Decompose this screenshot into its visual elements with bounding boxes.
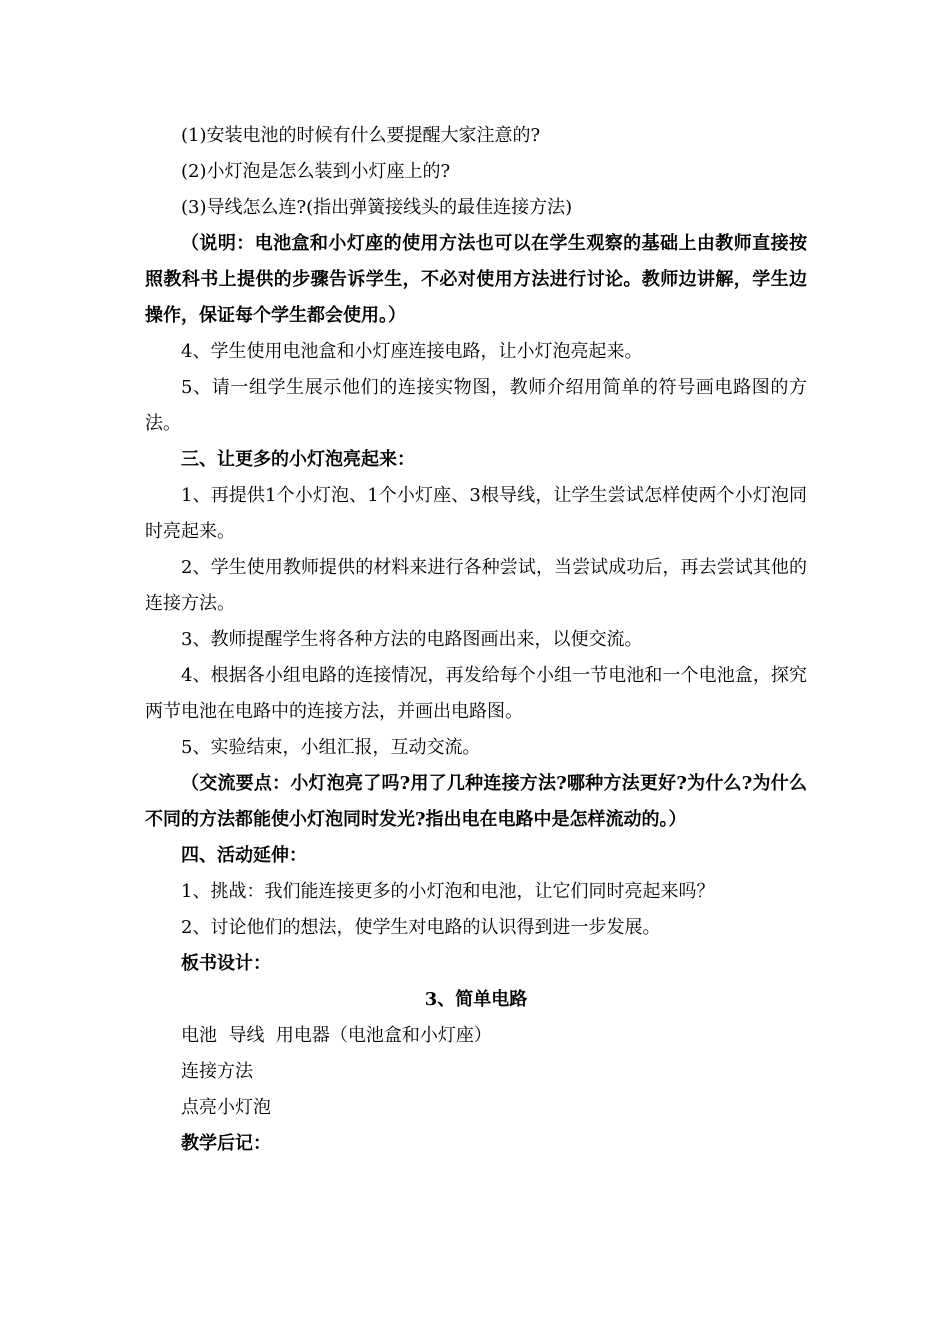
section-four-item-1: 1、挑战：我们能连接更多的小灯泡和电池，让它们同时亮起来吗？ <box>181 881 715 902</box>
section-three-item-4: 4、根据各小组电路的连接情况，再发给每个小组一节电池和一个电池盒，探究两节电池在电路中的连接方法，并画出电路图。 <box>145 665 807 722</box>
document-body <box>145 118 807 1162</box>
section-three-item-1: 1、再提供1个小灯泡、1个小灯座、3根导线，让学生尝试怎样使两个小灯泡同时亮起来。 <box>145 485 807 542</box>
section-four-item-2: 2、讨论他们的想法，使学生对电路的认识得到进一步发展。 <box>181 917 661 938</box>
question-bulb: (2)小灯泡是怎么装到小灯座上的? <box>181 161 451 182</box>
section-three-heading: 三、让更多的小灯泡亮起来： <box>181 449 415 470</box>
step-show-diagram: 5、请一组学生展示他们的连接实物图，教师介绍用简单的符号画电路图的方法。 <box>145 377 807 434</box>
question-battery: (1)安装电池的时候有什么要提醒大家注意的? <box>181 125 541 146</box>
section-four-heading: 四、活动延伸： <box>181 845 307 866</box>
question-wire: (3)导线怎么连?(指出弹簧接线头的最佳连接方法) <box>181 197 573 218</box>
section-three-item-5: 5、实验结束，小组汇报，互动交流。 <box>181 737 481 758</box>
section-three-item-2: 2、学生使用教师提供的材料来进行各种尝试，当尝试成功后，再去尝试其他的连接方法。 <box>145 557 807 614</box>
afterword-heading: 教学后记： <box>181 1133 271 1154</box>
note-usage: （说明：电池盒和小灯座的使用方法也可以在学生观察的基础上由教师直接按照教科书上提供的步骤告诉学生，不必对使用方法进行讨论。教师边讲解，学生边操作，保证每个学生都会使用。） <box>145 233 807 326</box>
board-line-light: 点亮小灯泡 <box>181 1097 271 1118</box>
board-title: 3、简单电路 <box>424 989 528 1010</box>
board-line-components: 电池 导线 用电器（电池盒和小灯座） <box>181 1025 492 1046</box>
board-design-heading: 板书设计： <box>181 953 271 974</box>
board-line-method: 连接方法 <box>181 1061 253 1082</box>
note-discussion: （交流要点：小灯泡亮了吗?用了几种连接方法?哪种方法更好?为什么?为什么不同的方法都能使小灯泡同时发光?指出电在电路中是怎样流动的。） <box>145 773 807 830</box>
step-connect-circuit: 4、学生使用电池盒和小灯座连接电路，让小灯泡亮起来。 <box>181 341 643 362</box>
section-three-item-3: 3、教师提醒学生将各种方法的电路图画出来，以便交流。 <box>181 629 643 650</box>
